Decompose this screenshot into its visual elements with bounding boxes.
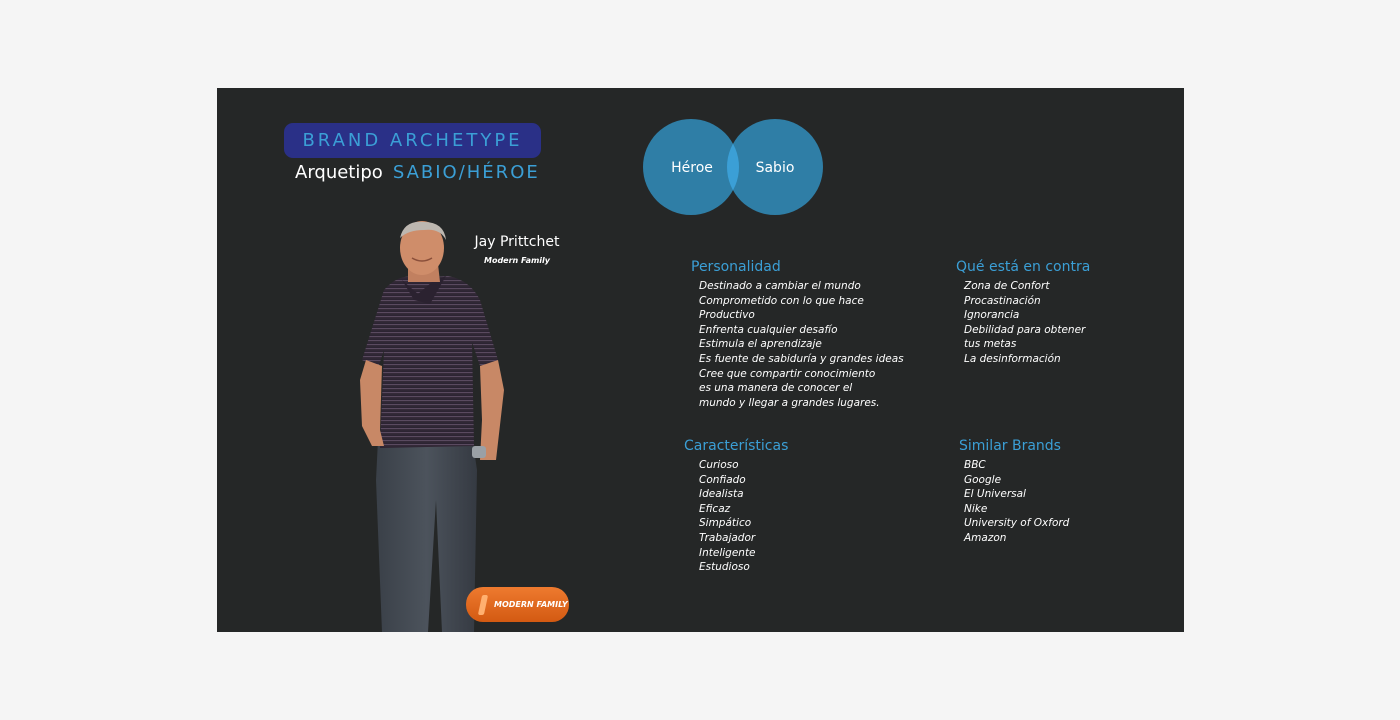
list-item: Destinado a cambiar el mundo — [699, 280, 861, 292]
list-item: BBC — [964, 459, 986, 471]
venn-label-heroe: Héroe — [671, 160, 713, 176]
badge-label: MODERN FAMILY — [494, 600, 568, 609]
archetype-value: SABIO/HÉROE — [392, 162, 540, 183]
list-item: Nike — [964, 502, 988, 515]
section-list — [959, 458, 1139, 546]
archetype-lead: Arquetipo — [295, 162, 383, 183]
list-item: Google — [964, 473, 1002, 486]
section-title: Personalidad — [691, 259, 781, 275]
list-item: Productivo — [699, 309, 755, 322]
list-item: Debilidad para obtener tus metas — [964, 323, 1086, 351]
list-item: Estudioso — [699, 561, 750, 574]
modern-family-badge — [466, 587, 569, 622]
list-item: Zona de Confort — [964, 280, 1050, 292]
character-show: Modern Family — [483, 256, 550, 265]
badge-logo-icon — [478, 595, 488, 615]
list-item: Trabajador — [699, 531, 756, 544]
list-item: La desinformación — [964, 352, 1061, 365]
section-caracteristicas — [684, 438, 884, 575]
archetype-slide — [217, 88, 1184, 632]
section-en-contra — [956, 259, 1116, 367]
brand-archetype-banner — [284, 123, 541, 158]
character-name: Jay Prittchet — [474, 234, 560, 250]
list-item: Confiado — [699, 473, 746, 486]
brand-archetype-label: BRAND ARCHETYPE — [302, 130, 523, 151]
list-item: Inteligente — [699, 546, 756, 559]
section-similar-brands — [959, 438, 1139, 546]
list-item: Procastinación — [964, 294, 1041, 307]
section-list — [684, 458, 884, 575]
list-item: University of Oxford — [964, 517, 1070, 530]
list-item: Es fuente de sabiduría y grandes ideas — [699, 352, 904, 365]
section-title: Similar Brands — [959, 438, 1061, 454]
list-item: Comprometido con lo que hace — [699, 294, 864, 307]
list-item: Curioso — [699, 459, 739, 471]
venn-diagram — [642, 117, 827, 219]
list-item: Idealista — [699, 488, 744, 501]
list-item: El Universal — [964, 488, 1026, 501]
section-title: Qué está en contra — [956, 259, 1091, 275]
list-item: Simpático — [699, 517, 752, 530]
list-item: Eficaz — [699, 502, 731, 515]
list-item: Ignorancia — [964, 309, 1020, 322]
section-list — [956, 279, 1116, 367]
character-photo — [352, 220, 507, 632]
archetype-heading — [295, 162, 540, 183]
venn-label-sabio: Sabio — [755, 160, 795, 176]
list-item: Amazon — [964, 531, 1007, 544]
list-item: Enfrenta cualquier desafío — [699, 323, 838, 336]
section-title: Características — [684, 438, 789, 454]
section-personalidad — [691, 259, 921, 410]
list-item: Cree que compartir conocimiento es una manera de conocer el mundo y llegar a grandes lugares. — [699, 367, 880, 409]
list-item: Estimula el aprendizaje — [699, 338, 822, 351]
section-list — [691, 279, 921, 410]
